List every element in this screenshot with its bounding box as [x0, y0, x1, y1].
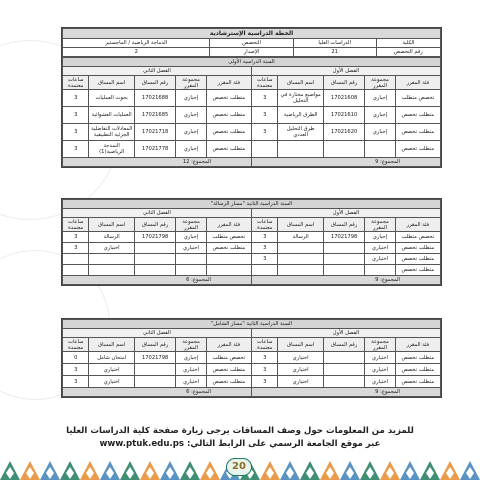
table-row — [63, 124, 441, 141]
spec-no-value: 21 — [293, 48, 376, 57]
col-category: فئة المقرر — [395, 218, 440, 232]
course-group: إجباري — [365, 107, 395, 124]
course-hours: 3 — [252, 364, 278, 376]
course-hours: 3 — [63, 232, 89, 243]
course-category: تخصص متطلب — [395, 90, 440, 107]
course-group: إجباري — [176, 90, 206, 107]
table-row — [63, 376, 441, 388]
first-semester-title: الفصل الأول — [252, 209, 441, 218]
spec-no-label: رقم التخصص — [376, 48, 440, 57]
first-semester-title: الفصل الأول — [252, 67, 441, 76]
col-category: فئة المقرر — [206, 218, 251, 232]
col-course-name: اسم المساق — [278, 76, 323, 90]
course-name: الرسالة — [89, 232, 134, 243]
course-group: اختياري — [365, 364, 395, 376]
course-number — [134, 265, 176, 276]
course-number: 17021685 — [134, 107, 176, 124]
col-category: فئة المقرر — [395, 76, 440, 90]
course-number — [323, 243, 365, 254]
course-group: إجباري — [176, 352, 206, 364]
specialization-value: الدماجة الرياضية / الماجستير — [63, 39, 210, 48]
course-name — [89, 254, 134, 265]
course-name — [278, 265, 323, 276]
course-name: طرق التحليل العددي — [278, 124, 323, 141]
course-group — [176, 265, 206, 276]
course-number: 17021798 — [134, 232, 176, 243]
course-group: إجباري — [176, 107, 206, 124]
course-number: 17021798 — [134, 352, 176, 364]
study-plan-year1 — [61, 27, 442, 168]
second-semester-title: الفصل الثاني — [63, 329, 252, 338]
course-number: 17021688 — [134, 90, 176, 107]
semester-total: المجموع: 12 — [63, 158, 252, 167]
year-title: السنة الدراسية الثانية "مسار الشامل" — [63, 320, 441, 329]
course-category: متطلب تخصص — [395, 107, 440, 124]
course-number — [323, 352, 365, 364]
course-name: اختياري — [89, 376, 134, 388]
col-group: مجموعة المقرر — [176, 338, 206, 352]
first-semester-title: الفصل الأول — [252, 329, 441, 338]
col-course-no: رقم المساق — [323, 218, 365, 232]
course-number: 17021718 — [134, 124, 176, 141]
course-number — [323, 376, 365, 388]
col-group: مجموعة المقرر — [365, 76, 395, 90]
course-hours: 3 — [252, 254, 278, 265]
course-category: متطلب تخصص — [395, 376, 440, 388]
col-course-no: رقم المساق — [323, 338, 365, 352]
col-category: فئة المقرر — [395, 338, 440, 352]
col-course-name: اسم المساق — [89, 338, 134, 352]
course-category: متطلب تخصص — [206, 124, 251, 141]
course-rows — [63, 232, 441, 276]
course-number: 17021798 — [323, 232, 365, 243]
table-row — [63, 243, 441, 254]
course-name — [278, 243, 323, 254]
course-number — [134, 364, 176, 376]
course-group: اختياري — [176, 243, 206, 254]
course-number — [323, 254, 365, 265]
course-number — [134, 254, 176, 265]
course-name: اختياري — [89, 243, 134, 254]
course-group: إجباري — [176, 232, 206, 243]
col-hours: ساعات معتمدة — [252, 338, 278, 352]
course-category — [206, 265, 251, 276]
col-hours: ساعات معتمدة — [63, 338, 89, 352]
course-number: 17021610 — [323, 107, 365, 124]
course-name: اختياري — [89, 364, 134, 376]
course-category — [206, 254, 251, 265]
course-name: اختياري — [278, 352, 323, 364]
course-category: متطلب تخصص — [395, 265, 440, 276]
col-course-name: اسم المساق — [278, 338, 323, 352]
course-group — [365, 265, 395, 276]
year3-table — [62, 319, 441, 397]
course-hours: 3 — [63, 107, 89, 124]
course-category: متطلب تخصص — [395, 124, 440, 141]
course-hours — [252, 141, 278, 158]
course-hours: 3 — [63, 141, 89, 158]
col-hours: ساعات معتمدة — [252, 76, 278, 90]
course-name: المعادلات التفاضلية الجزئية التطبيقية — [89, 124, 134, 141]
course-name: العمليات العشوائية — [89, 107, 134, 124]
col-hours: ساعات معتمدة — [252, 218, 278, 232]
footer-info-line: للمزيد من المعلومات حول وصف المساقات يرجى زيارة صفحة كلية الدراسات العليا — [66, 426, 414, 436]
course-hours: 3 — [252, 243, 278, 254]
footer-website-line: عبر موقع الجامعة الرسمي على الرابط التالي: www.ptuk.edu.ps — [99, 439, 381, 449]
second-semester-title: الفصل الثاني — [63, 67, 252, 76]
course-name: بحوث العمليات — [89, 90, 134, 107]
col-course-name: اسم المساق — [89, 218, 134, 232]
course-number — [134, 376, 176, 388]
course-name — [278, 254, 323, 265]
col-course-no: رقم المساق — [134, 76, 176, 90]
course-group: إجباري — [176, 141, 206, 158]
course-hours — [252, 265, 278, 276]
study-plan-year2-thesis — [61, 198, 442, 286]
col-course-name: اسم المساق — [278, 218, 323, 232]
course-group: اختياري — [176, 364, 206, 376]
course-name: الطرق الرياضية — [278, 107, 323, 124]
course-category: متطلب تخصص — [206, 243, 251, 254]
course-hours: 3 — [63, 364, 89, 376]
course-category: متطلب تخصص — [206, 141, 251, 158]
course-group: إجباري — [365, 124, 395, 141]
course-number: 17021608 — [323, 90, 365, 107]
course-category: متطلب تخصص — [206, 376, 251, 388]
college-label: الكلية — [376, 39, 440, 48]
course-hours: 3 — [252, 376, 278, 388]
course-group: اختياري — [365, 376, 395, 388]
course-number: 17021620 — [323, 124, 365, 141]
course-group: اختياري — [365, 243, 395, 254]
course-hours: 3 — [63, 124, 89, 141]
col-course-no: رقم المساق — [134, 338, 176, 352]
course-category: متطلب تخصص — [206, 364, 251, 376]
course-category: تخصص متطلب — [206, 352, 251, 364]
semester-total: المجموع: 9 — [252, 388, 441, 397]
year-title: السنة الدراسية الأولى — [63, 58, 441, 67]
col-course-name: اسم المساق — [89, 76, 134, 90]
course-category: تخصص متطلب — [395, 232, 440, 243]
course-rows — [63, 352, 441, 388]
table-row — [63, 352, 441, 364]
course-hours: 3 — [63, 376, 89, 388]
course-hours: 3 — [252, 107, 278, 124]
course-group: إجباري — [365, 90, 395, 107]
course-group — [365, 141, 395, 158]
course-hours: 3 — [252, 352, 278, 364]
col-category: فئة المقرر — [206, 76, 251, 90]
course-hours: 3 — [252, 232, 278, 243]
course-category: متطلب تخصص — [395, 364, 440, 376]
semester-total: المجموع: 6 — [63, 276, 252, 285]
course-category: متطلب تخصص — [395, 141, 440, 158]
course-name: الرسالة — [278, 232, 323, 243]
col-course-no: رقم المساق — [134, 218, 176, 232]
table-row — [63, 107, 441, 124]
study-plan-year2-comprehensive — [61, 318, 442, 398]
course-name — [89, 265, 134, 276]
col-group: مجموعة المقرر — [365, 218, 395, 232]
course-category: متطلب تخصص — [395, 352, 440, 364]
col-hours: ساعات معتمدة — [63, 218, 89, 232]
plan-header-table — [62, 28, 441, 57]
col-group: مجموعة المقرر — [176, 218, 206, 232]
course-number — [323, 364, 365, 376]
table-row — [63, 90, 441, 107]
course-name: اختياري — [278, 364, 323, 376]
course-number — [323, 141, 365, 158]
course-group: إجباري — [365, 232, 395, 243]
course-group: اختياري — [365, 254, 395, 265]
table-row — [63, 141, 441, 158]
course-category: متطلب تخصص — [206, 107, 251, 124]
course-category: متطلب تخصص — [395, 243, 440, 254]
page-number: 20 — [226, 458, 252, 476]
table-row — [63, 265, 441, 276]
course-hours: 3 — [252, 90, 278, 107]
course-category: تخصص متطلب — [206, 232, 251, 243]
course-group: إجباري — [176, 124, 206, 141]
col-group: مجموعة المقرر — [176, 76, 206, 90]
course-rows — [63, 90, 441, 158]
course-name: امتحان شامل — [89, 352, 134, 364]
plan-title: الخطة الدراسية الإسترشادية — [63, 29, 441, 39]
semester-total: المجموع: 9 — [252, 276, 441, 285]
course-hours: 3 — [63, 243, 89, 254]
course-hours — [63, 254, 89, 265]
course-group — [176, 254, 206, 265]
course-category: متطلب تخصص — [206, 90, 251, 107]
second-semester-title: الفصل الثاني — [63, 209, 252, 218]
course-number: 17021778 — [134, 141, 176, 158]
edition-value: 2 — [63, 48, 210, 57]
course-name: النمذجة الرياضية(1) — [89, 141, 134, 158]
year2-table — [62, 199, 441, 285]
course-hours: 3 — [63, 90, 89, 107]
course-name — [278, 141, 323, 158]
course-category: متطلب تخصص — [395, 254, 440, 265]
col-hours: ساعات معتمدة — [63, 76, 89, 90]
course-number — [323, 265, 365, 276]
col-group: مجموعة المقرر — [365, 338, 395, 352]
course-number — [134, 243, 176, 254]
col-course-no: رقم المساق — [323, 76, 365, 90]
course-group: اختياري — [176, 376, 206, 388]
semester-total: المجموع: 9 — [252, 158, 441, 167]
year-title: السنة الدراسية الثانية "مسار الرسالة" — [63, 200, 441, 209]
course-hours: 3 — [252, 124, 278, 141]
table-row — [63, 232, 441, 243]
college-value: الدراسات العليا — [293, 39, 376, 48]
col-category: فئة المقرر — [206, 338, 251, 352]
course-hours — [63, 265, 89, 276]
course-name: مواضيع مختارة في التحليل — [278, 90, 323, 107]
table-row — [63, 254, 441, 265]
course-name: اختياري — [278, 376, 323, 388]
course-group: اختياري — [365, 352, 395, 364]
year1-table — [62, 57, 441, 167]
specialization-label: التخصص — [210, 39, 293, 48]
semester-total: المجموع: 6 — [63, 388, 252, 397]
edition-label: الإصدار — [210, 48, 293, 57]
course-hours: 0 — [63, 352, 89, 364]
table-row — [63, 364, 441, 376]
